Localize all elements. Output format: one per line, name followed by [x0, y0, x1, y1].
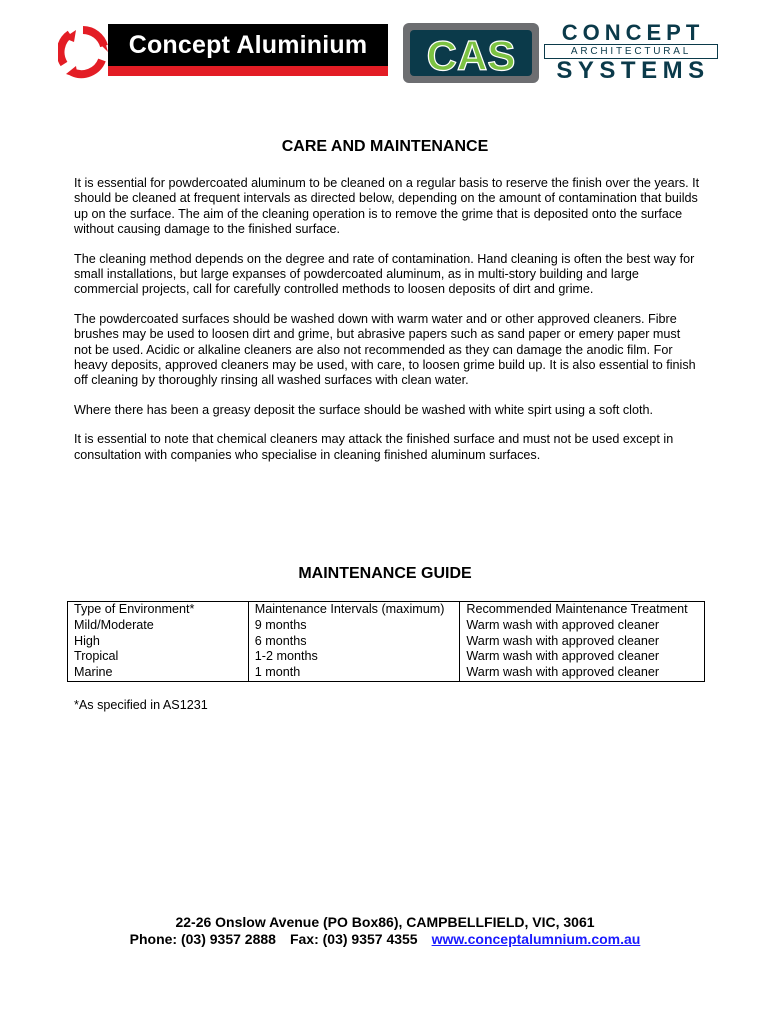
cas-monogram-text: CAS — [426, 32, 516, 79]
cell-interval: 1 month — [248, 665, 460, 681]
footer-address: 22-26 Onslow Avenue (PO Box86), CAMPBELLFIELD, VIC, 3061 — [175, 914, 595, 930]
care-paragraph: It is essential for powdercoated aluminum to be cleaned on a regular basis to reserve the finish over the years. It should be cleaned at frequent intervals as directed below, depending on the amount of contamination that builds up on the surface. The aim of the cleaning operation is to remove the grime that is deposited onto the surface without causing damage to the finished surface. — [74, 176, 700, 237]
table-row — [68, 618, 705, 634]
cas-concept-text: CONCEPT — [561, 20, 705, 45]
cas-monogram — [402, 22, 540, 84]
concept-aluminium-logo — [58, 22, 388, 82]
concept-aluminium-wordmark-box — [108, 24, 388, 66]
table-header-row — [68, 602, 705, 618]
concept-aluminium-wordmark: Concept Aluminium — [128, 30, 368, 59]
care-paragraphs — [74, 176, 700, 477]
header-treatment: Recommended Maintenance Treatment — [460, 602, 705, 618]
cell-treatment: Warm wash with approved cleaner — [460, 618, 705, 634]
cell-treatment: Warm wash with approved cleaner — [460, 649, 705, 665]
cas-text-block — [544, 22, 722, 82]
cell-interval: 6 months — [248, 634, 460, 650]
care-paragraph: The powdercoated surfaces should be washed down with warm water and or other approved cleaners. Fibre brushes may be used to loosen dirt and grime, but abrasive papers such as sand paper or emery paper must not be used. Acidic or alkaline cleaners are also not recommended as they can damage the anodic film. For heavy deposits, approved cleaners may be used, with care, to loosen grime build up. It is also essential to finish off cleaning by thoroughly rinsing all washed surfaces with clean water. — [74, 311, 696, 388]
footer-fax: Fax: (03) 9357 4355 — [289, 931, 418, 947]
cell-environment: Tropical — [68, 649, 249, 665]
cas-architectural-text: ARCHITECTURAL — [544, 44, 718, 59]
footer-contact-line — [0, 931, 770, 948]
care-paragraph: Where there has been a greasy deposit the surface should be washed with white spirt using a soft cloth. — [74, 402, 653, 417]
cell-interval: 1-2 months — [248, 649, 460, 665]
maintenance-guide-title: MAINTENANCE GUIDE — [298, 565, 472, 582]
cell-environment: Marine — [68, 665, 249, 681]
concept-architectural-systems-logo — [402, 22, 722, 84]
header-environment: Type of Environment* — [68, 602, 249, 618]
cell-treatment: Warm wash with approved cleaner — [460, 634, 705, 650]
website-link[interactable]: www.conceptalumnium.com.au — [431, 931, 641, 947]
table-row — [68, 665, 705, 681]
maintenance-guide-table — [67, 601, 705, 682]
table-row — [68, 649, 705, 665]
logo-red-bar — [108, 66, 388, 76]
cell-treatment: Warm wash with approved cleaner — [460, 665, 705, 681]
header-intervals: Maintenance Intervals (maximum) — [248, 602, 460, 618]
cell-environment: Mild/Moderate — [68, 618, 249, 634]
table-row — [68, 634, 705, 650]
care-paragraph: It is essential to note that chemical cleaners may attack the finished surface and must not be used except in consultation with companies who specialise in cleaning finished aluminum surfaces. — [74, 432, 674, 462]
page-header — [0, 0, 770, 100]
care-and-maintenance-title: CARE AND MAINTENANCE — [281, 138, 489, 155]
footer-phone: Phone: (03) 9357 2888 — [129, 931, 276, 947]
table-footnote: *As specified in AS1231 — [74, 698, 208, 712]
page-footer — [0, 914, 770, 948]
cas-systems-text: SYSTEMS — [556, 57, 710, 84]
care-paragraph: The cleaning method depends on the degree and rate of contamination. Hand cleaning is often the best way for small installations, but large expanses of powdercoated aluminum, as in multi-story building and large commercial projects, call for carefully controlled methods to loosen deposits of dirt and grime. — [74, 251, 695, 297]
cell-environment: High — [68, 634, 249, 650]
cell-interval: 9 months — [248, 618, 460, 634]
recycle-arrows-icon — [58, 22, 108, 82]
